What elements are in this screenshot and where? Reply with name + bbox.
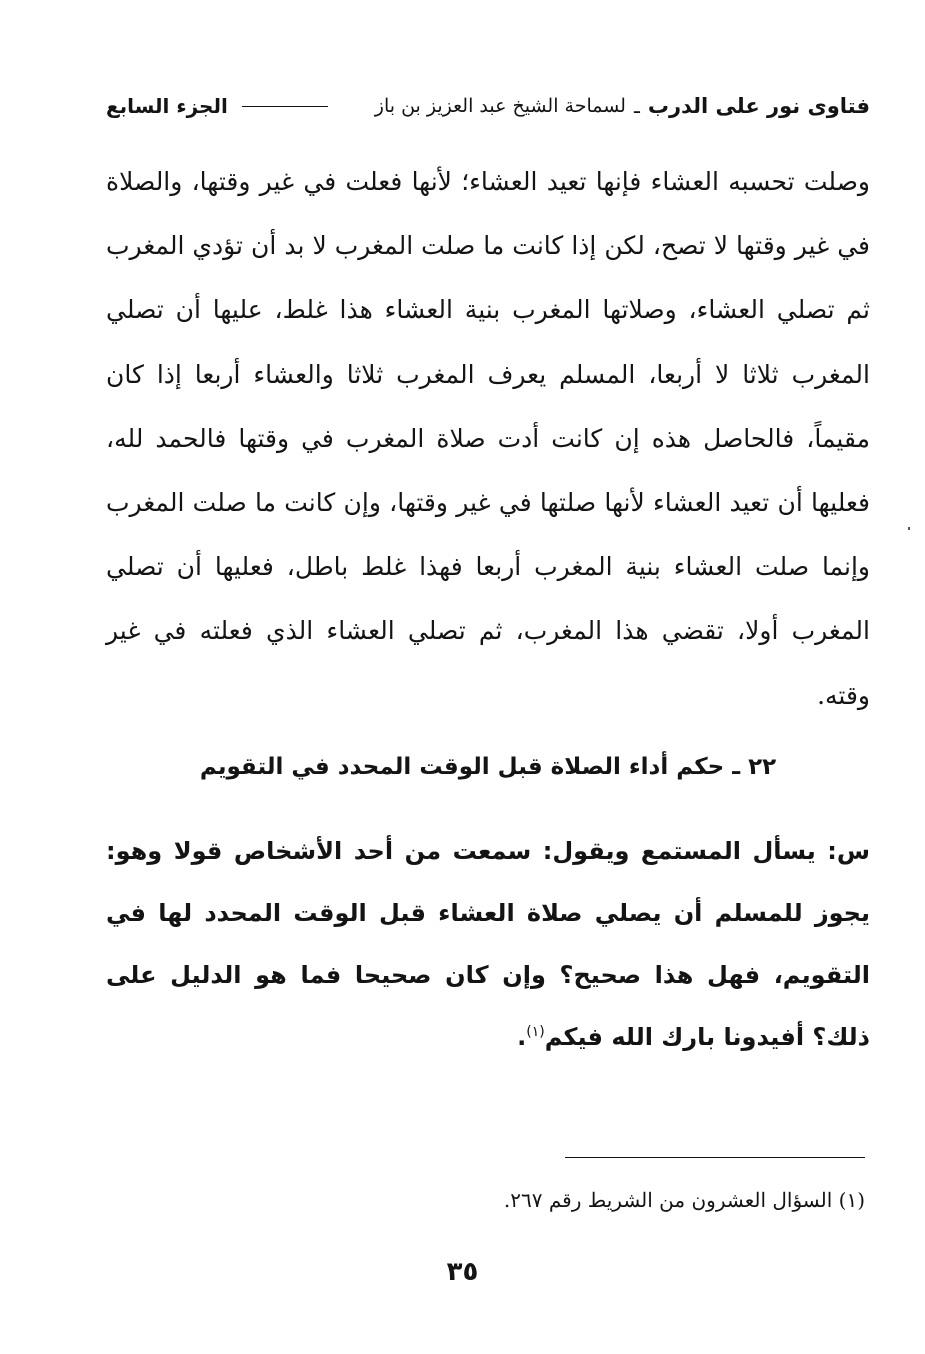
header-rule [242,106,328,107]
footnote-reference[interactable]: (١) [526,1024,545,1040]
header-part-group [106,94,334,118]
section-heading: ٢٢ ـ حكم أداء الصلاة قبل الوقت المحدد في التقويم [199,754,777,780]
question-end-mark: . [517,1023,527,1051]
page-number: ٣٥ [446,1257,479,1287]
header-part: الجزء السابع [106,94,228,118]
header-book-title: فتاوى نور على الدرب [647,94,870,118]
body-paragraph: وصلت تحسبه العشاء فإنها تعيد العشاء؛ لأنها فعلت في غير وقتها، والصلاة في غير وقتها لا تصح، لكن إذا كانت ما صلت المغرب لا بد أن تؤدي المغرب ثم تصلي العشاء، وصلاتها المغرب بنية العشاء هذا غلط، عليها أن تصلي المغرب ثلاثا لا أربعا، المسلم يعرف المغرب ثلاثا والعشاء أربعا إذا كان مقيماً، فالحاصل هذه إن كانت أدت صلاة المغرب في وقتها فالحمد لله، فعليها أن تعيد العشاء لأنها صلتها في غير وقتها، وإن كانت ما صلت المغرب وإنما صلت العشاء بنية المغرب أربعا فهذا غلط باطل، فعليها أن تصلي المغرب أولا، تقضي هذا المغرب، ثم تصلي العشاء الذي فعلته في غير وقته. [106,167,870,710]
running-header [106,86,870,126]
question-text: س: يسأل المستمع ويقول: سمعت من أحد الأشخاص قولا وهو: يجوز للمسلم أن يصلي صلاة العشاء قبل الوقت المحدد لها في التقويم، فهل هذا صحيح؟ وإن كان صحيحا فما هو الدليل على ذلك؟ أفيدونا بارك الله فيكم [106,837,870,1051]
header-title-group [375,94,870,118]
header-author: لسماحة الشيخ عبد العزيز بن باز [374,95,626,117]
scan-speck [908,527,910,530]
footnote: (١) السؤال العشرون من الشريط رقم ٢٦٧. [503,1188,865,1212]
question-paragraph [106,820,870,1068]
footnote-divider [565,1157,865,1158]
question-block [106,820,870,1068]
header-dash: ـ [633,94,640,118]
body-paragraph-block [106,150,870,728]
